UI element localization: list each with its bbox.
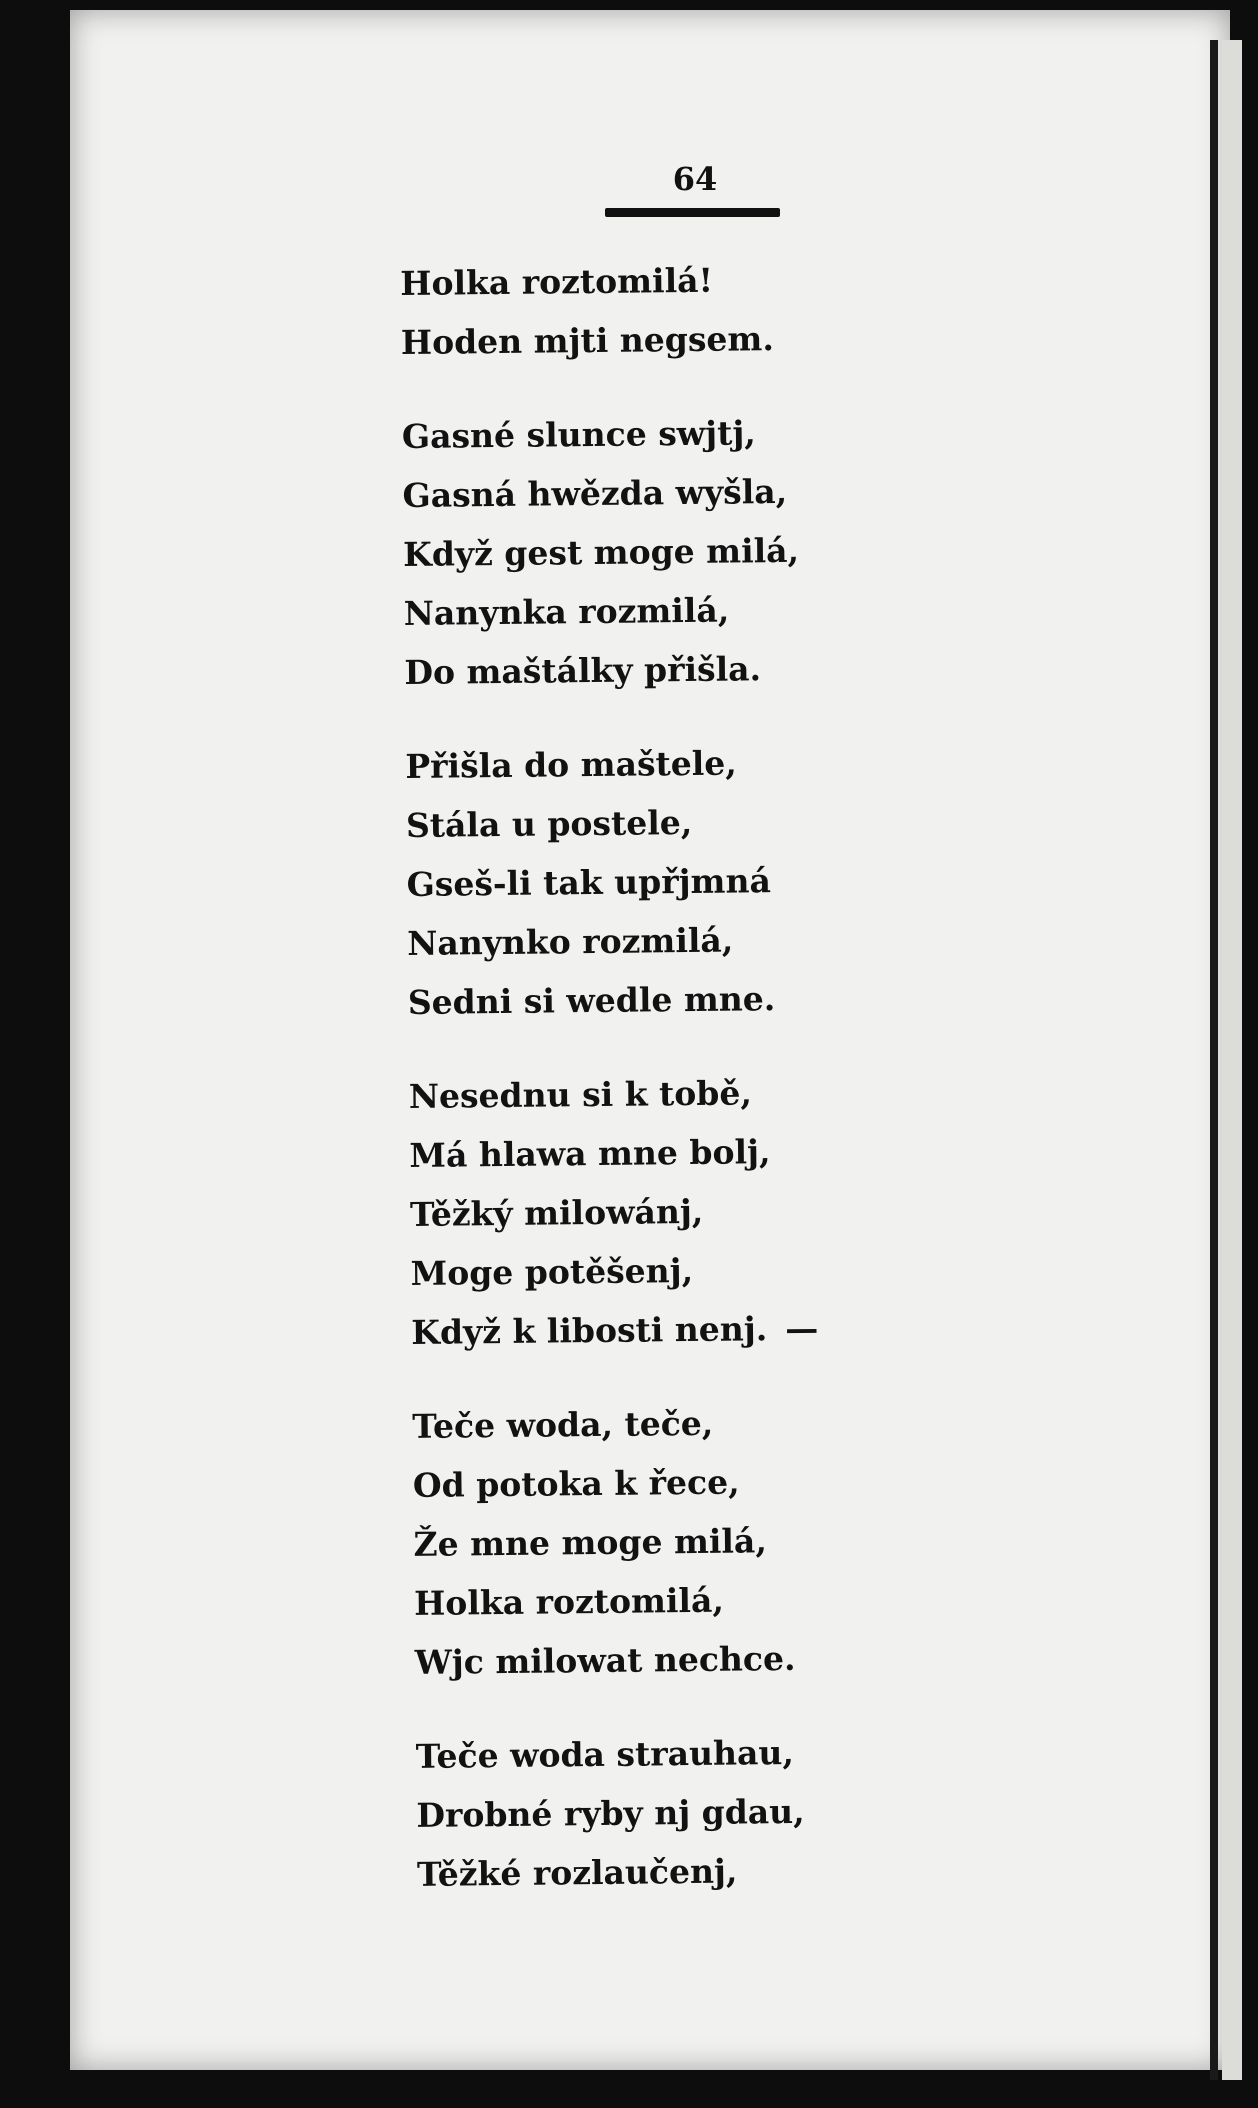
end-dash: —	[785, 1308, 819, 1349]
facing-page-edge	[1222, 40, 1242, 2080]
verse-line: Teče woda strauhau,	[415, 1732, 795, 1776]
verse-line: Těžké rozlaučenj,	[416, 1851, 738, 1894]
verse-line: Má hlawa mne bolj,	[409, 1132, 771, 1175]
verse-line: Moge potěšenj,	[410, 1250, 694, 1293]
verse-line: Drobné ryby nj gdau,	[416, 1791, 805, 1835]
verse-line: Nanynka rozmilá,	[403, 590, 730, 633]
verse-line: Sedni si wedle mne.	[407, 979, 776, 1022]
verse-line: Do maštálky přišla.	[404, 649, 762, 692]
verse-line	[411, 1297, 932, 1361]
verse-line: Gseš-li tak upřjmná	[406, 861, 772, 904]
verse-line: Stála u postele,	[405, 802, 693, 845]
stanza	[412, 1391, 935, 1691]
stanza	[415, 1721, 937, 1903]
verse-line: Když gest moge milá,	[402, 530, 800, 574]
verse-line: Holka roztomilá!	[400, 260, 714, 303]
stanza	[405, 732, 928, 1032]
verse-line: Teče woda, teče,	[412, 1403, 714, 1446]
poem-text	[400, 249, 938, 1939]
verse-line: Nesednu si k tobě,	[408, 1073, 753, 1116]
book-gutter-shadow	[1210, 40, 1218, 2080]
verse-line: Holka roztomilá,	[413, 1580, 725, 1623]
header-rule	[605, 208, 780, 217]
verse-line: Gasná hwězda wyšla,	[402, 471, 788, 515]
verse-line: Přišla do maštele,	[405, 743, 737, 786]
stanza	[409, 1062, 932, 1362]
verse-line: Gasné slunce swjtj,	[401, 413, 757, 456]
verse-line: Nanynko rozmilá,	[407, 920, 734, 963]
page-number: 64	[672, 160, 718, 198]
stanza	[400, 249, 921, 372]
verse-line-text: Když k libosti nenj.	[411, 1309, 768, 1352]
verse-line: Wjc milowat nechce.	[414, 1638, 796, 1682]
verse-line: Hoden mjti negsem.	[400, 319, 775, 362]
verse-line: Že mne moge milá,	[413, 1521, 768, 1564]
verse-line: Od potoka k řece,	[412, 1462, 740, 1505]
stanza	[402, 402, 925, 702]
verse-line: Těžký milowánj,	[409, 1191, 704, 1234]
